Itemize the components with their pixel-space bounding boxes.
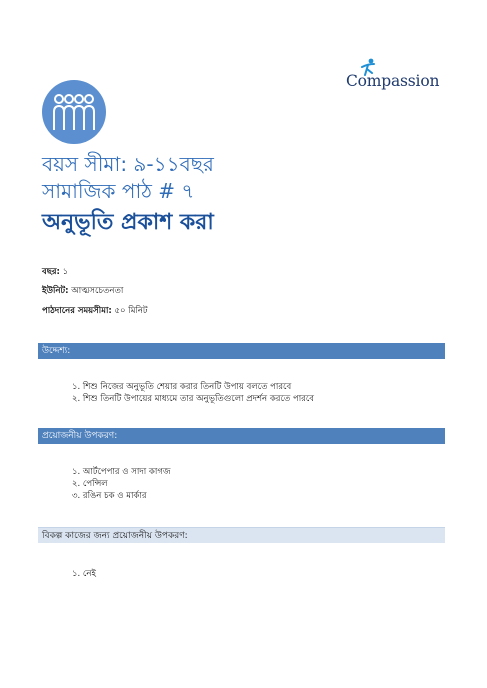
list-item: ১. নেই xyxy=(72,569,96,579)
meta-year-value: ১ xyxy=(59,267,69,277)
group-of-people-icon xyxy=(42,80,106,144)
list-item: ১. আর্টপেপার ও সাদা কাগজ xyxy=(72,467,171,477)
materials-heading: প্রয়োজনীয় উপকরণ: xyxy=(38,428,445,444)
lesson-number-title: সামাজিক পাঠ # ৭ xyxy=(42,179,195,203)
list-item: ৩. রঙিন চক ও মার্কার xyxy=(72,491,147,501)
meta-year xyxy=(42,265,68,279)
meta-duration-value: ৫০ মিনিট xyxy=(111,306,148,316)
objectives-list xyxy=(72,381,314,405)
materials-list xyxy=(72,466,171,502)
list-item: ২. শিশু তিনটি উপায়ের মাধ্যমে তার অনুভূতিগুলো প্রদর্শন করতে পারবে xyxy=(72,394,315,404)
meta-year-label: বছর: xyxy=(42,267,60,277)
alternative-materials-list xyxy=(72,568,96,580)
age-range-title: বয়স সীমা: ৯-১১বছর xyxy=(42,152,214,176)
meta-duration-label: পাঠদানের সময়সীমা: xyxy=(42,306,112,316)
list-item: ১. শিশু নিজের অনুভূতি শেয়ার করার তিনটি উপায় বলতে পারবে xyxy=(72,382,292,392)
meta-unit-value: আত্মসচেতনতা xyxy=(68,286,124,296)
alternative-materials-heading: বিকল্প কাজের জন্য প্রয়োজনীয় উপকরণ: xyxy=(38,527,445,543)
meta-duration xyxy=(42,304,148,318)
meta-unit-label: ইউনিট: xyxy=(42,286,69,296)
logo-text: Compassion xyxy=(346,72,440,90)
meta-unit xyxy=(42,284,123,298)
list-item: ২. পেন্সিল xyxy=(72,479,108,489)
lesson-main-title: অনুভূতি প্রকাশ করা xyxy=(42,210,214,235)
objectives-heading: উদ্দেশ্য: xyxy=(38,343,445,359)
compassion-logo xyxy=(346,58,446,98)
